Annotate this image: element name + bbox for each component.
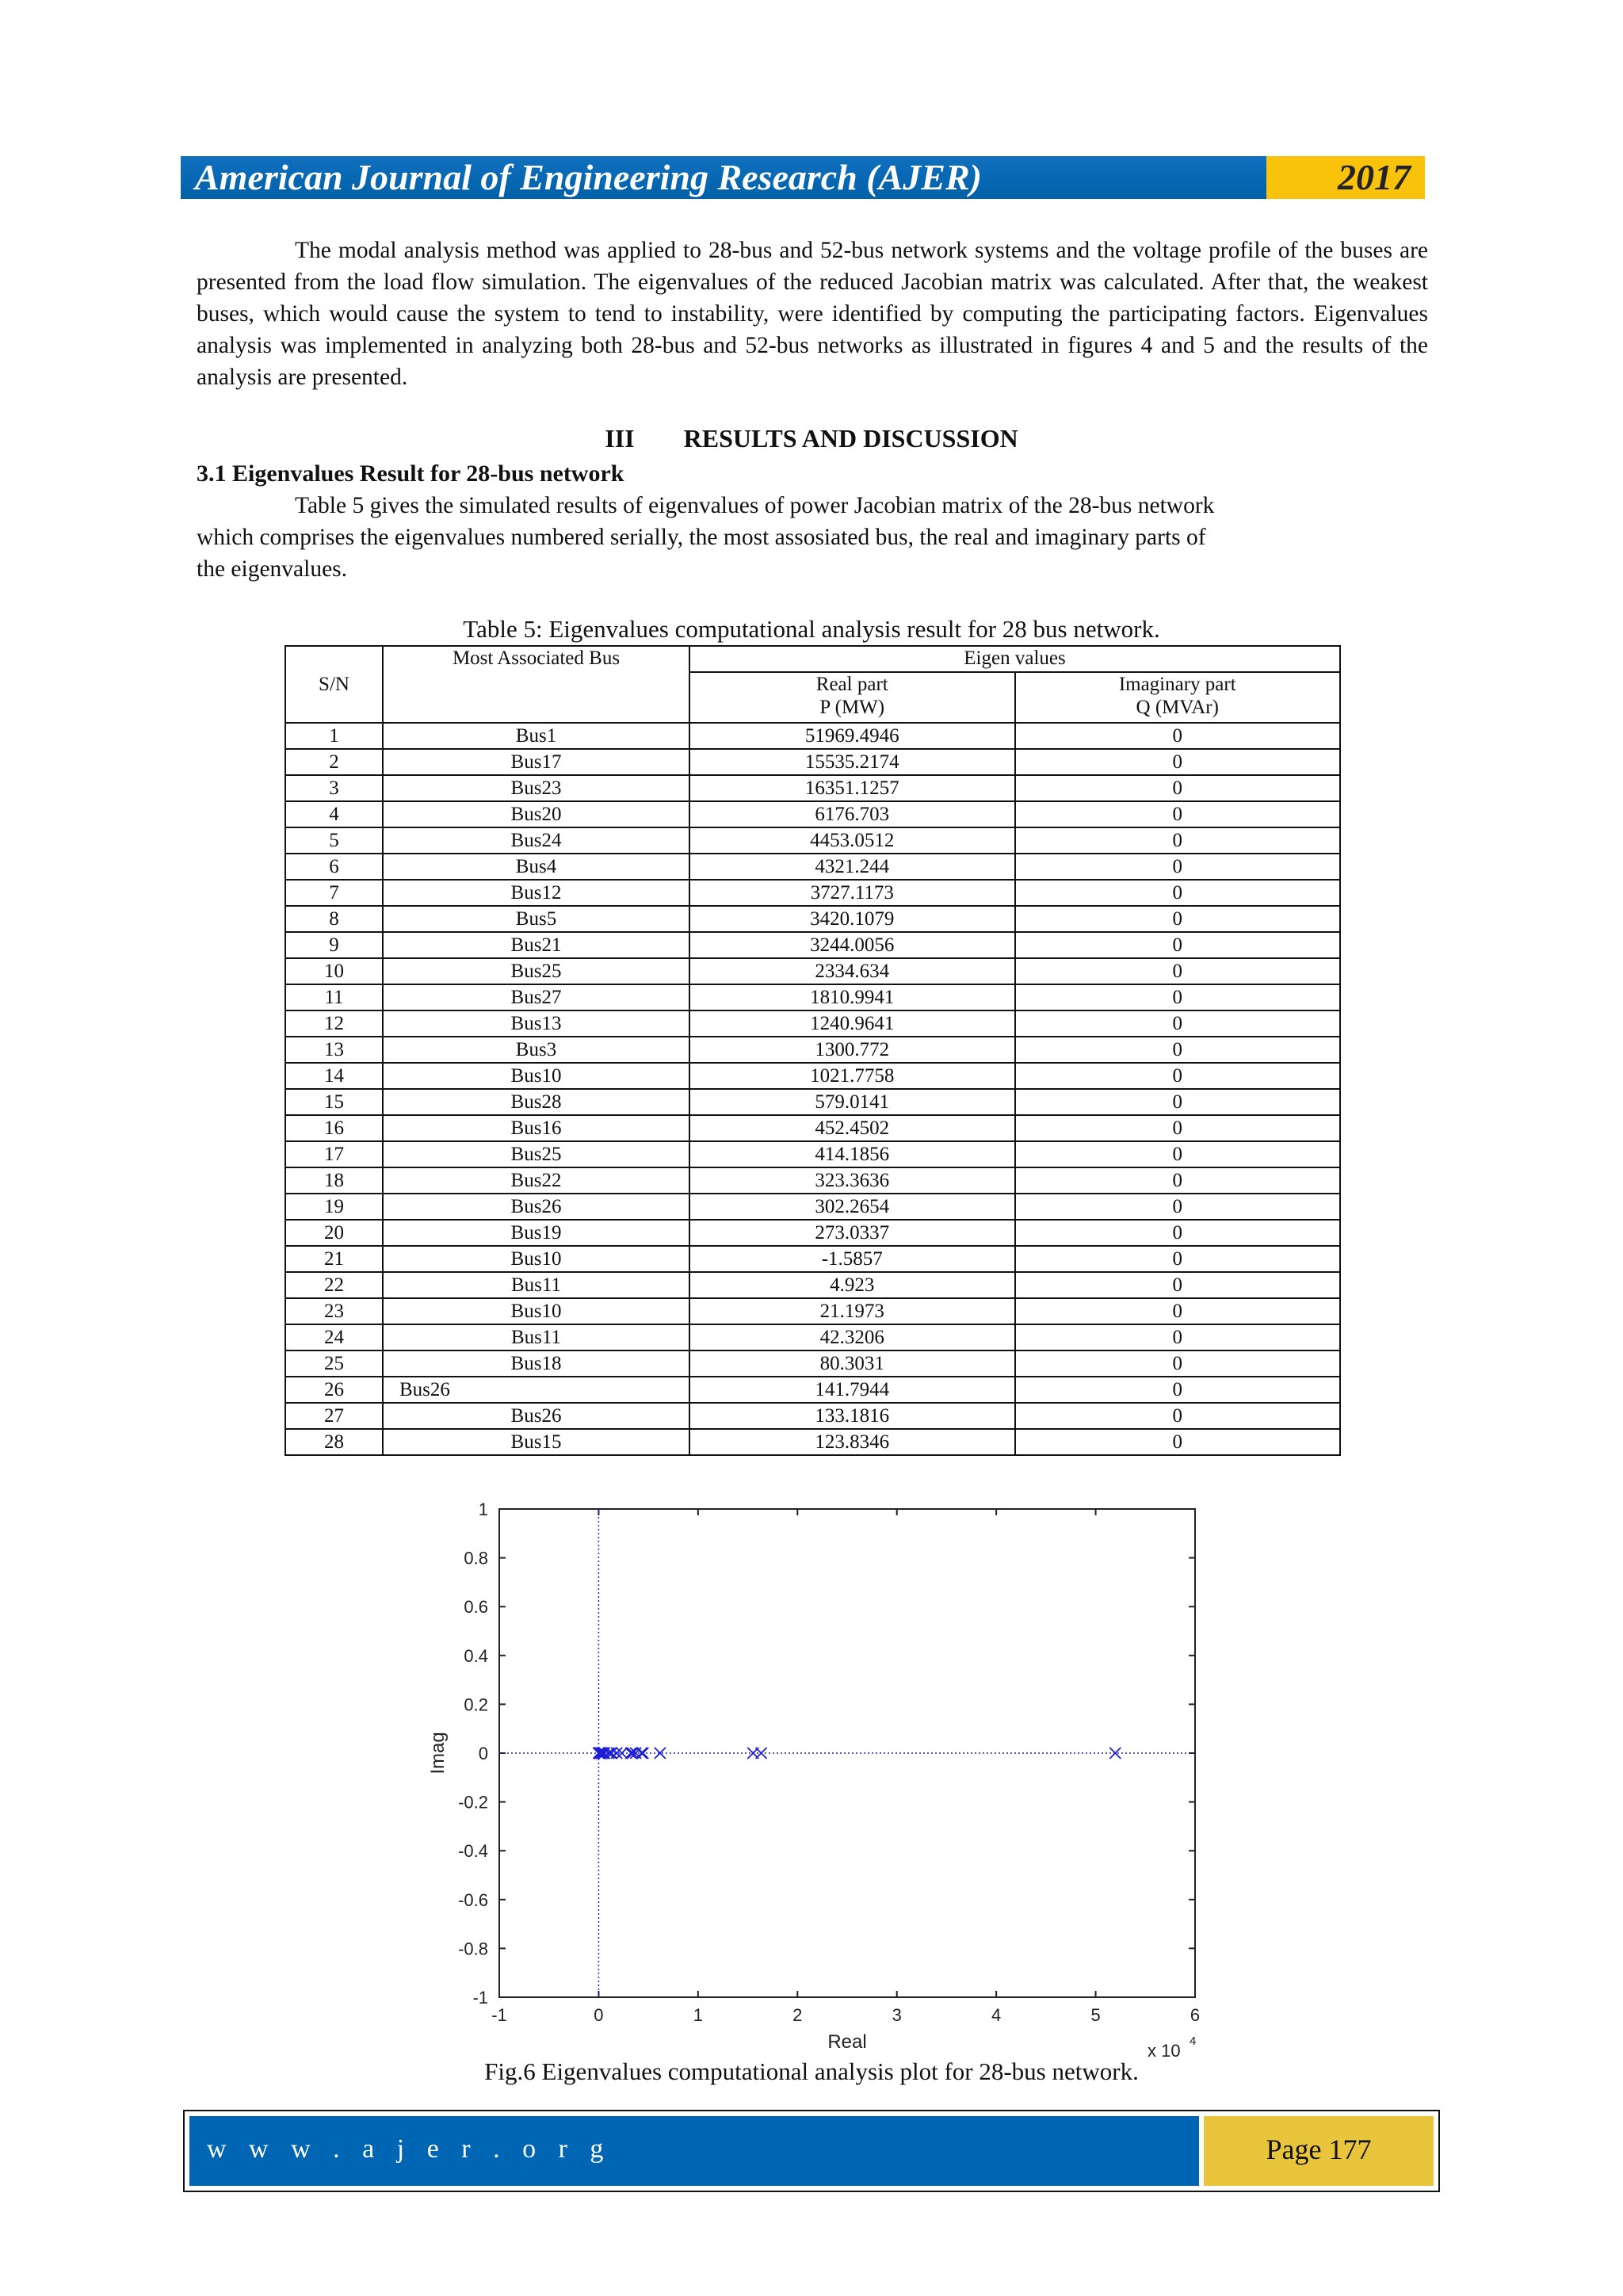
x-tick-label: 3 (892, 2005, 902, 2025)
cell-bus: Bus11 (383, 1272, 689, 1298)
cell-imaginary-part: 0 (1015, 1429, 1341, 1455)
subsection-title: 3.1 Eigenvalues Result for 28-bus network (197, 460, 624, 487)
cell-sn: 21 (285, 1246, 383, 1272)
page-number: Page 177 (1204, 2116, 1434, 2186)
x-axis-multiplier-exponent: 4 (1190, 2034, 1197, 2048)
cell-imaginary-part: 0 (1015, 1377, 1341, 1403)
cell-imaginary-part: 0 (1015, 1194, 1341, 1220)
eigenvalues-table (285, 645, 1341, 1456)
table-row (285, 1272, 1340, 1298)
table-header-row (285, 646, 1340, 672)
table-row (285, 906, 1340, 932)
cell-sn: 27 (285, 1403, 383, 1429)
cell-sn: 11 (285, 984, 383, 1010)
cell-real-part: 579.0141 (689, 1089, 1015, 1115)
header-imaginary-part (1015, 672, 1341, 723)
cell-imaginary-part: 0 (1015, 906, 1341, 932)
cell-real-part: 3420.1079 (689, 906, 1015, 932)
cell-imaginary-part: 0 (1015, 1037, 1341, 1063)
intro-paragraph (197, 235, 1428, 393)
cell-imaginary-part: 0 (1015, 1063, 1341, 1089)
cell-imaginary-part: 0 (1015, 984, 1341, 1010)
table-row (285, 1403, 1340, 1429)
cell-real-part: 42.3206 (689, 1324, 1015, 1350)
journal-title: American Journal of Engineering Research (AJER) (181, 156, 1266, 199)
cell-imaginary-part: 0 (1015, 854, 1341, 880)
x-tick-label: 4 (991, 2005, 1002, 2025)
cell-bus: Bus27 (383, 984, 689, 1010)
y-tick-label: 0 (478, 1744, 488, 1763)
table-row (285, 827, 1340, 854)
table-row (285, 1377, 1340, 1403)
table-row (285, 1429, 1340, 1455)
cell-bus: Bus16 (383, 1115, 689, 1141)
cell-bus: Bus19 (383, 1220, 689, 1246)
x-tick-label: 0 (594, 2005, 604, 2025)
cell-imaginary-part: 0 (1015, 1403, 1341, 1429)
cell-bus: Bus21 (383, 932, 689, 958)
table-row (285, 1063, 1340, 1089)
cell-imaginary-part: 0 (1015, 932, 1341, 958)
cell-real-part: 452.4502 (689, 1115, 1015, 1141)
cell-imaginary-part: 0 (1015, 1089, 1341, 1115)
cell-sn: 15 (285, 1089, 383, 1115)
cell-real-part: 1810.9941 (689, 984, 1015, 1010)
cell-real-part: 1300.772 (689, 1037, 1015, 1063)
subsection-paragraph-line: Table 5 gives the simulated results of eigenvalues of power Jacobian matrix of the 28-bus network (295, 493, 1215, 518)
x-tick-label: -1 (491, 2005, 507, 2025)
cell-real-part: 15535.2174 (689, 749, 1015, 775)
cell-real-part: 4321.244 (689, 854, 1015, 880)
cell-sn: 12 (285, 1010, 383, 1037)
cell-sn: 3 (285, 775, 383, 801)
table-row (285, 880, 1340, 906)
cell-real-part: 323.3636 (689, 1167, 1015, 1194)
cell-real-part: 80.3031 (689, 1350, 1015, 1377)
table-row (285, 775, 1340, 801)
x-tick-label: 2 (792, 2005, 803, 2025)
subsection-paragraph (197, 490, 1417, 585)
table-row (285, 1089, 1340, 1115)
table-row (285, 749, 1340, 775)
header-bus: Most Associated Bus (383, 646, 689, 723)
cell-real-part: 4453.0512 (689, 827, 1015, 854)
cell-imaginary-part: 0 (1015, 1272, 1341, 1298)
cell-real-part: 6176.703 (689, 801, 1015, 827)
cell-bus: Bus1 (383, 723, 689, 749)
table-row (285, 723, 1340, 749)
cell-sn: 24 (285, 1324, 383, 1350)
cell-imaginary-part: 0 (1015, 1141, 1341, 1167)
cell-sn: 22 (285, 1272, 383, 1298)
cell-sn: 19 (285, 1194, 383, 1220)
eigenvalue-plot-svg (412, 1498, 1220, 2061)
cell-imaginary-part: 0 (1015, 723, 1341, 749)
cell-sn: 14 (285, 1063, 383, 1089)
table-row (285, 958, 1340, 984)
cell-sn: 9 (285, 932, 383, 958)
cell-sn: 13 (285, 1037, 383, 1063)
cell-imaginary-part: 0 (1015, 1115, 1341, 1141)
subsection-paragraph-line: which comprises the eigenvalues numbered serially, the most assosiated bus, the real and imaginary parts of (197, 525, 1206, 550)
cell-bus: Bus20 (383, 801, 689, 827)
cell-bus: Bus26 (383, 1403, 689, 1429)
cell-imaginary-part: 0 (1015, 1010, 1341, 1037)
footer-url: w w w . a j e r . o r g (189, 2116, 1199, 2186)
table-row (285, 932, 1340, 958)
table-row (285, 1167, 1340, 1194)
eigenvalue-plot (412, 1498, 1220, 2061)
cell-imaginary-part: 0 (1015, 801, 1341, 827)
y-tick-label: 0.8 (464, 1548, 488, 1568)
cell-bus: Bus18 (383, 1350, 689, 1377)
header-imag-unit: Q (MVAr) (1136, 697, 1219, 718)
table-row (285, 1115, 1340, 1141)
cell-imaginary-part: 0 (1015, 1167, 1341, 1194)
cell-imaginary-part: 0 (1015, 958, 1341, 984)
cell-imaginary-part: 0 (1015, 1298, 1341, 1324)
cell-imaginary-part: 0 (1015, 1324, 1341, 1350)
cell-bus: Bus25 (383, 958, 689, 984)
cell-real-part: 133.1816 (689, 1403, 1015, 1429)
cell-imaginary-part: 0 (1015, 880, 1341, 906)
cell-real-part: 302.2654 (689, 1194, 1015, 1220)
cell-bus: Bus23 (383, 775, 689, 801)
cell-sn: 28 (285, 1429, 383, 1455)
cell-bus: Bus12 (383, 880, 689, 906)
cell-real-part: 3244.0056 (689, 932, 1015, 958)
y-axis-label: Imag (427, 1732, 449, 1775)
cell-real-part: 141.7944 (689, 1377, 1015, 1403)
subsection-paragraph-line: the eigenvalues. (197, 556, 348, 582)
header-real-unit: P (MW) (819, 697, 885, 718)
journal-header (181, 156, 1425, 199)
cell-real-part: 414.1856 (689, 1141, 1015, 1167)
y-tick-label: 0.6 (464, 1597, 488, 1618)
cell-bus: Bus5 (383, 906, 689, 932)
x-axis-multiplier: x 10 (1148, 2041, 1181, 2061)
header-real-part (689, 672, 1015, 723)
cell-sn: 25 (285, 1350, 383, 1377)
cell-bus: Bus3 (383, 1037, 689, 1063)
cell-sn: 7 (285, 880, 383, 906)
cell-imaginary-part: 0 (1015, 1220, 1341, 1246)
cell-bus: Bus25 (383, 1141, 689, 1167)
table-row (285, 854, 1340, 880)
cell-bus: Bus4 (383, 854, 689, 880)
table-row (285, 1220, 1340, 1246)
cell-bus: Bus28 (383, 1089, 689, 1115)
intro-paragraph-text: The modal analysis method was applied to 28-bus and 52-bus network systems and the voltage profile of the buses are presented from the load flow simulation. The eigenvalues of the reduced Jacobian matrix was calculated. After that, the weakest buses, which would cause the system to tend to instability, were identified by computing the participating factors. Eigenvalues analysis was implemented in analyzing both 28-bus and 52-bus networks as illustrated in figures 4 and 5 and the results of the analysis are presented. (197, 238, 1428, 390)
y-tick-label: 0.2 (464, 1694, 488, 1715)
cell-bus: Bus26 (383, 1377, 689, 1403)
cell-real-part: 3727.1173 (689, 880, 1015, 906)
figure-caption: Fig.6 Eigenvalues computational analysis plot for 28-bus network. (484, 2057, 1139, 2085)
header-imag-label: Imaginary part (1118, 674, 1236, 695)
y-tick-label: -1 (472, 1988, 488, 2008)
x-tick-label: 6 (1190, 2005, 1201, 2025)
y-tick-label: 0.4 (464, 1645, 488, 1666)
cell-sn: 1 (285, 723, 383, 749)
cell-sn: 20 (285, 1220, 383, 1246)
cell-sn: 17 (285, 1141, 383, 1167)
cell-sn: 6 (285, 854, 383, 880)
cell-bus: Bus15 (383, 1429, 689, 1455)
table-row (285, 801, 1340, 827)
table-caption: Table 5: Eigenvalues computational analysis result for 28 bus network. (463, 615, 1160, 643)
cell-bus: Bus24 (383, 827, 689, 854)
table-row (285, 1298, 1340, 1324)
cell-real-part: 2334.634 (689, 958, 1015, 984)
table-row (285, 1324, 1340, 1350)
header-real-label: Real part (815, 674, 888, 695)
section-title: RESULTS AND DISCUSSION (683, 424, 1018, 453)
cell-imaginary-part: 0 (1015, 1350, 1341, 1377)
y-tick-label: -0.2 (458, 1792, 488, 1813)
journal-year: 2017 (1266, 156, 1425, 199)
cell-sn: 10 (285, 958, 383, 984)
cell-real-part: 123.8346 (689, 1429, 1015, 1455)
cell-sn: 16 (285, 1115, 383, 1141)
cell-real-part: 16351.1257 (689, 775, 1015, 801)
y-tick-label: 1 (478, 1499, 488, 1519)
cell-real-part: 51969.4946 (689, 723, 1015, 749)
cell-real-part: 4.923 (689, 1272, 1015, 1298)
y-tick-label: -0.6 (458, 1889, 488, 1910)
cell-imaginary-part: 0 (1015, 749, 1341, 775)
cell-imaginary-part: 0 (1015, 775, 1341, 801)
table-row (285, 1246, 1340, 1272)
table-row (285, 1194, 1340, 1220)
cell-imaginary-part: 0 (1015, 1246, 1341, 1272)
table-row (285, 1350, 1340, 1377)
cell-sn: 5 (285, 827, 383, 854)
y-tick-label: -0.8 (458, 1939, 488, 1959)
table-row (285, 1010, 1340, 1037)
cell-real-part: 21.1973 (689, 1298, 1015, 1324)
x-tick-label: 5 (1090, 2005, 1101, 2025)
cell-bus: Bus10 (383, 1246, 689, 1272)
cell-imaginary-part: 0 (1015, 827, 1341, 854)
section-heading (0, 422, 1623, 454)
header-eigen-values: Eigen values (689, 646, 1340, 672)
cell-bus: Bus11 (383, 1324, 689, 1350)
cell-bus: Bus22 (383, 1167, 689, 1194)
cell-bus: Bus13 (383, 1010, 689, 1037)
table-row (285, 1141, 1340, 1167)
cell-bus: Bus17 (383, 749, 689, 775)
header-sn: S/N (285, 646, 383, 723)
cell-real-part: 1021.7758 (689, 1063, 1015, 1089)
table-row (285, 1037, 1340, 1063)
table-row (285, 984, 1340, 1010)
cell-bus: Bus26 (383, 1194, 689, 1220)
page-footer (183, 2110, 1440, 2192)
cell-sn: 18 (285, 1167, 383, 1194)
x-tick-label: 1 (693, 2005, 703, 2025)
cell-sn: 26 (285, 1377, 383, 1403)
x-axis-label: Real (827, 2031, 867, 2053)
cell-real-part: -1.5857 (689, 1246, 1015, 1272)
cell-sn: 4 (285, 801, 383, 827)
cell-real-part: 273.0337 (689, 1220, 1015, 1246)
y-tick-label: -0.4 (458, 1841, 488, 1862)
cell-bus: Bus10 (383, 1063, 689, 1089)
cell-real-part: 1240.9641 (689, 1010, 1015, 1037)
section-number: III (605, 424, 635, 453)
cell-sn: 23 (285, 1298, 383, 1324)
cell-sn: 2 (285, 749, 383, 775)
cell-bus: Bus10 (383, 1298, 689, 1324)
cell-sn: 8 (285, 906, 383, 932)
